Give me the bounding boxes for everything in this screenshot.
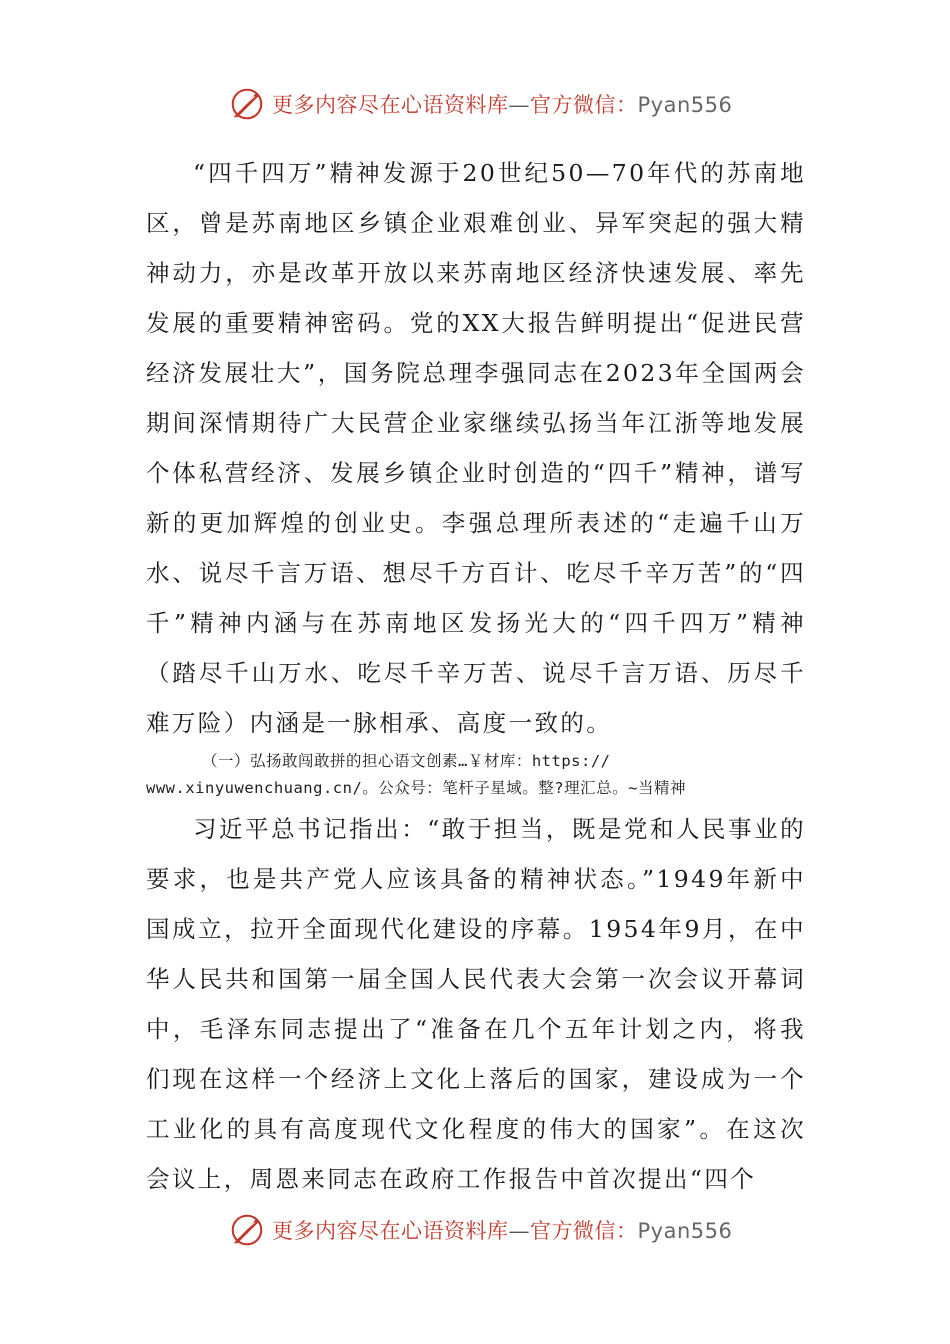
quill-logo-icon: [228, 85, 266, 123]
paragraph-1: “四千四万”精神发源于20世纪50—70年代的苏南地区，曾是苏南地区乡镇企业艰难创业、异军突起的强大精神动力，亦是改革开放以来苏南地区经济快速发展、率先发展的重要精神密码。党的XX大报告鲜明提出“促进民营经济发展壮大”，国务院总理李强同志在2023年全国两会期间深情期待广大民营企业家继续弘扬当年江浙等地发展个体私营经济、发展乡镇企业时创造的“四千”精神，谱写新的更加辉煌的创业史。李强总理所表述的“走遍千山万水、说尽千言万语、想尽千方百计、吃尽千辛万苦”的“四千”精神内涵与在苏南地区发扬光大的“四千四万”精神（踏尽千山万水、吃尽千辛万苦、说尽千言万语、历尽千难万险）内涵是一脉相承、高度一致的。: [146, 159, 806, 737]
watermark-contact-label: 官方微信：: [530, 93, 638, 117]
section-note-line-1: （一）弘扬敢闯敢拼的担心语文创素…￥材库：https://: [202, 752, 611, 770]
paragraph-2: 习近平总书记指出：“敢于担当，既是党和人民事业的要求，也是共产党人应该具备的精神状态。”1949年新中国成立，拉开全面现代化建设的序幕。1954年9月，在中华人民共和国第一届全国人民代表大会第一次会议开幕词中，毛泽东同志提出了“准备在几个五年计划之内，将我们现在这样一个经济上文化上落后的国家，建设成为一个工业化的具有高度现代文化程度的伟大的国家”。在这次会议上，周恩来同志在政府工作报告中首次提出“四个: [146, 815, 806, 1193]
watermark-contact-id: Pyan556: [637, 1219, 733, 1243]
watermark-brand: 更多内容尽在心语资料库: [272, 1219, 509, 1243]
footer-watermark: [228, 1210, 732, 1250]
section-note: [146, 748, 806, 802]
quill-logo-icon: [228, 1211, 266, 1249]
watermark-contact-id: Pyan556: [637, 93, 733, 117]
watermark-text: [272, 89, 732, 119]
watermark-brand: 更多内容尽在心语资料库: [272, 93, 509, 117]
watermark-contact-label: 官方微信：: [530, 1219, 638, 1243]
watermark-separator: —: [508, 93, 530, 117]
watermark-separator: —: [508, 1219, 530, 1243]
watermark-text: [272, 1215, 732, 1245]
section-note-line-2: www.xinyuwenchuang.cn/。公众号：笔杆子星域。整?理汇总。~当精神: [146, 779, 686, 797]
document-body: [146, 148, 806, 1204]
header-watermark: [228, 84, 732, 124]
